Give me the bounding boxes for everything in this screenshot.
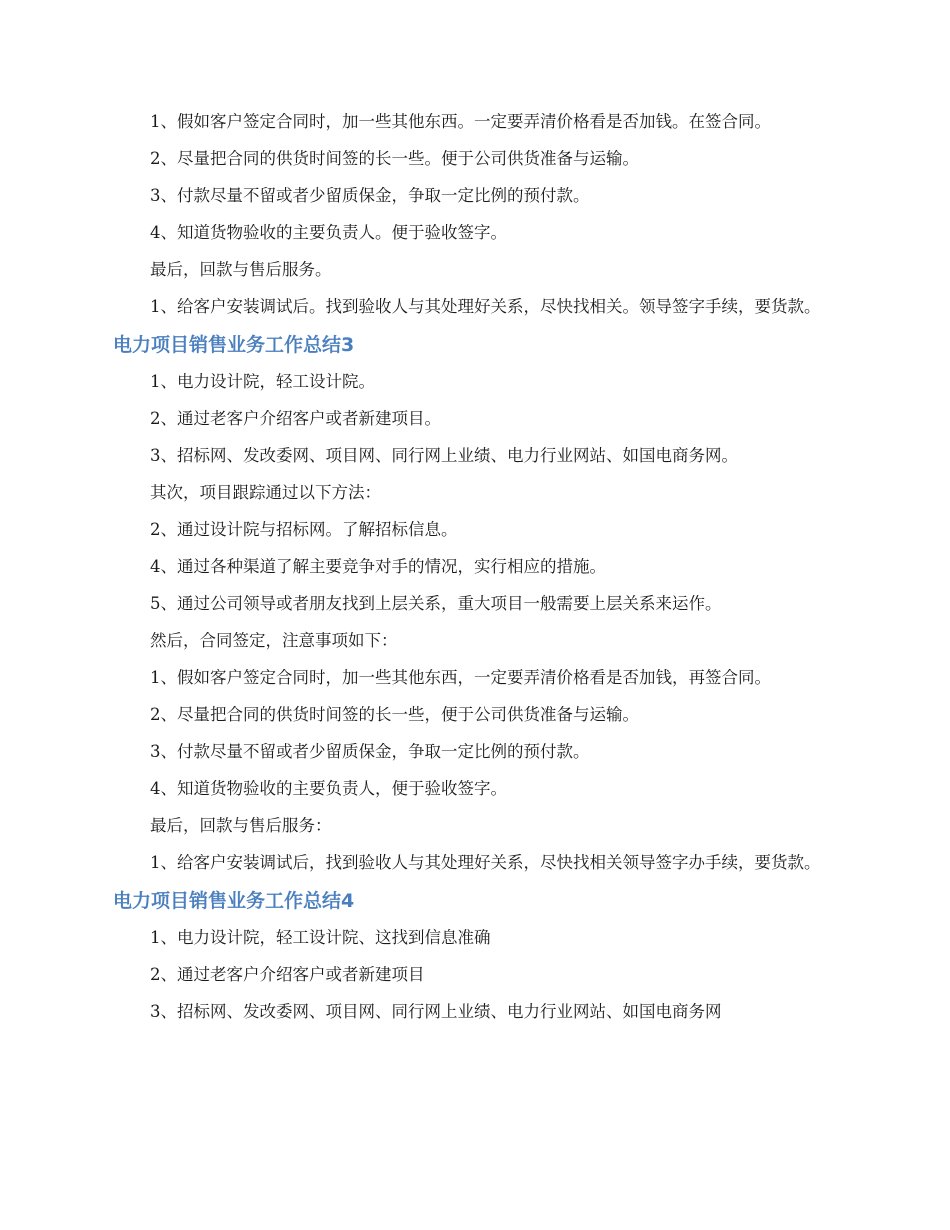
document-page [113,110,833,1037]
section-heading-3: 电力项目销售业务工作总结3 [113,334,355,356]
paragraph: 其次，项目跟踪通过以下方法： [150,483,381,502]
paragraph: 3、付款尽量不留或者少留质保金，争取一定比例的预付款。 [150,186,590,205]
paragraph: 3、招标网、发改委网、项目网、同行网上业绩、电力行业网站、如国电商务网 [150,1002,722,1021]
paragraph: 1、电力设计院，轻工设计院。 [150,372,375,391]
paragraph: 4、通过各种渠道了解主要竞争对手的情况，实行相应的措施。 [150,557,606,576]
paragraph: 最后，回款与售后服务： [150,816,332,835]
paragraph: 3、招标网、发改委网、项目网、同行网上业绩、电力行业网站、如国电商务网。 [150,446,738,465]
paragraph: 2、通过老客户介绍客户或者新建项目 [150,965,425,984]
paragraph: 4、知道货物验收的主要负责人。便于验收签字。 [150,223,507,242]
paragraph: 1、假如客户签定合同时，加一些其他东西，一定要弄清价格看是否加钱，再签合同。 [150,668,771,687]
paragraph: 1、给客户安装调试后，找到验收人与其处理好关系，尽快找相关领导签字办手续，要货款。 [150,853,821,872]
paragraph: 1、假如客户签定合同时，加一些其他东西。一定要弄清价格看是否加钱。在签合同。 [150,112,771,131]
paragraph: 4、知道货物验收的主要负责人，便于验收签字。 [150,779,507,798]
paragraph: 2、尽量把合同的供货时间签的长一些，便于公司供货准备与运输。 [150,705,639,724]
paragraph: 5、通过公司领导或者朋友找到上层关系，重大项目一般需要上层关系来运作。 [150,594,722,613]
section-heading-4: 电力项目销售业务工作总结4 [113,890,355,912]
paragraph: 2、通过老客户介绍客户或者新建项目。 [150,409,441,428]
paragraph: 3、付款尽量不留或者少留质保金，争取一定比例的预付款。 [150,742,590,761]
paragraph: 1、电力设计院，轻工设计院、这找到信息准确 [150,928,491,947]
paragraph: 1、给客户安装调试后。找到验收人与其处理好关系，尽快找相关。领导签字手续，要货款。 [150,297,821,316]
paragraph: 然后，合同签定，注意事项如下： [150,631,398,650]
paragraph: 最后，回款与售后服务。 [150,260,332,279]
paragraph: 2、通过设计院与招标网。了解招标信息。 [150,520,458,539]
paragraph: 2、尽量把合同的供货时间签的长一些。便于公司供货准备与运输。 [150,149,639,168]
